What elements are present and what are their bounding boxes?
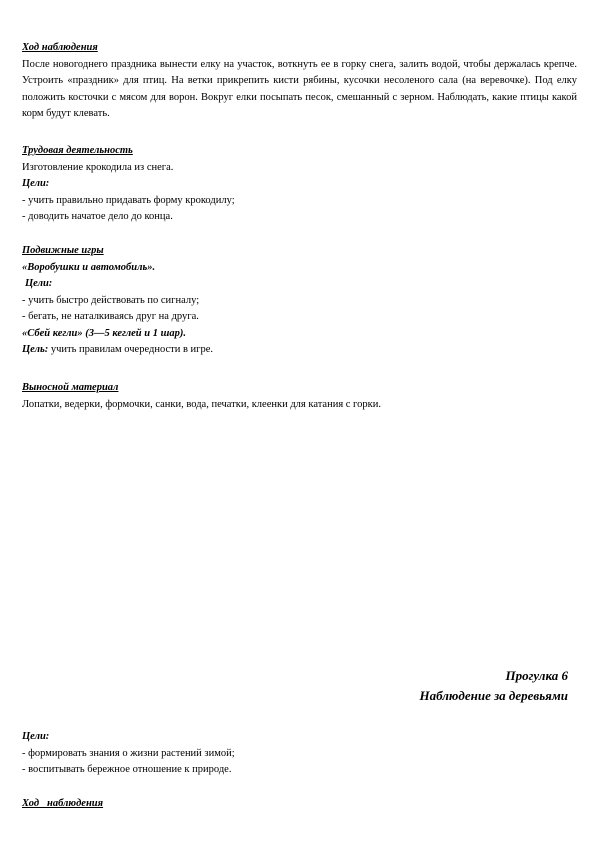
games-goals-label: Цели: — [25, 278, 53, 289]
walk6-goal-item: - формировать знания о жизни растений зимой; — [22, 747, 235, 759]
walk6-observation-heading: Ход наблюдения — [22, 798, 104, 809]
observation-heading: Ход наблюдения — [22, 42, 98, 53]
material-section — [22, 380, 577, 413]
game2-title: «Сбей кегли» (3—5 кеглей и 1 шар). — [22, 327, 186, 339]
walk6-header — [419, 666, 568, 706]
material-heading: Выносной материал — [22, 382, 119, 393]
labor-goal-item: - доводить начатое дело до конца. — [22, 211, 173, 222]
material-text: Лопатки, ведерки, формочки, санки, вода, печатки, клеенки для катания с горки. — [22, 398, 381, 410]
walk6-goal-item: - воспитывать бережное отношение к природе. — [22, 764, 232, 775]
walk6-observation-section — [22, 796, 577, 813]
labor-heading: Трудовая деятельность — [22, 145, 133, 156]
game2-goal — [22, 342, 577, 359]
game2-goal-text: учить правилам очередности в игре. — [48, 344, 214, 355]
labor-task: Изготовление крокодила из снега. — [22, 161, 174, 173]
games-section — [22, 243, 577, 359]
game2-goal-label: Цель: — [22, 344, 49, 355]
walk6-goals-label: Цели: — [22, 731, 50, 742]
game1-title: «Воробушки и автомобиль». — [22, 261, 156, 273]
games-heading: Подвижные игры — [22, 245, 104, 256]
observation-text: После новогоднего праздника вынести елку на участок, воткнуть ее в горку снега, залить водой, чтобы держалась крепче. Устроить «праздник» для птиц. На ветки прикрепить кисти рябины, кусочки несоленого сала (на веревочке). Под елку положить косточки с мясом для ворон. Вокруг елки посыпать песок, смешанный с зерном. Наблюдать, какие птицы какой корм будут клевать. — [22, 58, 577, 119]
walk6-subtitle: Наблюдение за деревьями — [419, 688, 568, 703]
observation-section — [22, 40, 577, 123]
games-goal-item: - бегать, не наталкиваясь друг на друга. — [22, 311, 199, 322]
walk6-goals-section — [22, 729, 577, 779]
labor-section — [22, 143, 577, 226]
walk6-title: Прогулка 6 — [505, 668, 568, 683]
games-goal-item: - учить быстро действовать по сигналу; — [22, 294, 200, 306]
labor-goal-item: - учить правильно придавать форму крокодилу; — [22, 194, 235, 206]
labor-goals-label: Цели: — [22, 178, 50, 189]
